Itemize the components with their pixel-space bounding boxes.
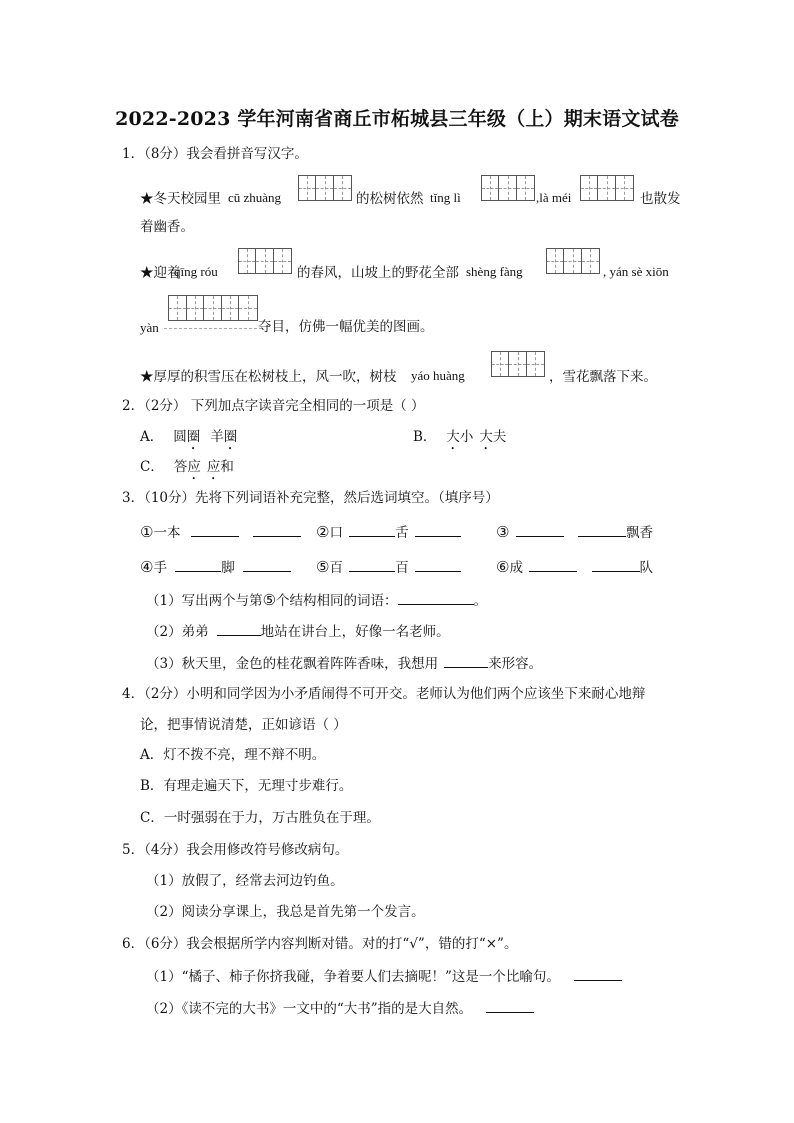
option-char-dotted: 大 [446,429,460,445]
blank-line[interactable] [592,557,640,572]
blank-line[interactable] [349,557,395,572]
q5-sentence-2: （2）阅读分享课上，我总是首先第一个发言。 [146,904,425,920]
item-text: 脚 [221,560,235,576]
q1-pinyin-1: cū zhuàng [228,190,282,205]
q1-line3-text: ★迎着 [140,265,181,281]
q1-line2-text: 着幽香。 [140,219,194,235]
q1-line4-text: 夺目，仿佛一幅优美的图画。 [258,319,434,335]
sub-text: （2）弟弟 [146,624,209,640]
blank-line[interactable] [349,522,395,537]
q1-heading: 1．（8分）我会看拼音写汉字。 [122,146,308,162]
item-number: ⑥ [496,558,510,576]
item-number: ④ [140,558,154,576]
q3-sub-1 [146,590,487,610]
q2-option-b[interactable] [413,428,506,453]
q1-pinyin-2: tǐng lì [430,190,461,205]
option-char: 答 [173,459,188,475]
item-number: ⑤ [262,591,277,609]
q4-option-c[interactable]: C．一时强弱在于力，万古胜负在于理。 [140,810,380,826]
q1-answer-grid-7[interactable] [491,351,545,377]
statement-text: （2）《读不完的大书》一文中的“大书”指的是大自然。 [146,1001,473,1017]
option-char-dotted: 圈 [223,429,238,445]
sub-text: 。 [473,593,488,609]
q1-pinyin-4: qīng róu [174,264,218,279]
q3-item-2 [316,522,461,542]
blank-line[interactable] [253,522,301,537]
item-text: 飘香 [626,525,654,541]
option-char: 羊 [210,429,224,445]
blank-line[interactable] [415,557,461,572]
q3-sub-3 [146,653,542,673]
exam-title: 2022-2023 学年河南省商丘市柘城县三年级（上）期末语文试卷 [115,108,679,130]
q2-option-a[interactable] [140,428,237,453]
sub-text: 来形容。 [488,656,543,672]
q3-item-6 [496,557,653,577]
q1-line1-text-b: 的松树依然 [356,191,424,207]
option-char-dotted: 圈 [186,429,201,445]
q4-heading-cont: 论，把事情说清楚，正如谚语（ ） [140,717,347,733]
item-number: ② [316,523,330,541]
option-label: C． [140,459,164,475]
answer-blank[interactable] [486,998,534,1013]
item-text: 成 [509,560,523,576]
sub-text: 地站在讲台上，好像一名老师。 [260,624,450,640]
option-char: 夫 [492,429,507,445]
blank-line[interactable] [415,522,461,537]
q1-answer-grid-3[interactable] [580,175,634,201]
q6-heading: 6．（6分）我会根据所学内容判断对错。对的打“√”，错的打“×”。 [122,936,518,952]
q2-option-c[interactable] [140,458,234,483]
q3-item-4 [140,557,291,577]
option-char: 和 [220,459,234,475]
q1-line3-text-b: 的春风，山坡上的野花全部 [297,265,459,281]
q6-statement-1 [146,966,622,986]
blank-line[interactable] [398,590,474,605]
option-char: 小 [459,429,474,445]
q1-pinyin-8: yáo huàng [411,368,465,383]
q1-line5-text: ★厚厚的积雪压在松树枝上，风一吹，树枝 [140,369,397,385]
blank-line[interactable] [444,653,488,668]
blank-line[interactable] [175,557,221,572]
item-text: 百 [395,560,409,576]
q1-pinyin-7: yàn [140,320,159,335]
item-number: ③ [496,523,510,541]
item-text: 队 [639,560,654,576]
q1-answer-grid-4[interactable] [238,248,292,274]
option-char-dotted: 大 [479,429,493,445]
option-label: B． [413,429,437,445]
blank-line[interactable] [578,522,626,537]
q3-sub-2 [146,621,450,641]
q1-pinyin-3: ,là méi [536,190,572,205]
item-number: ① [140,523,154,541]
answer-blank[interactable] [574,966,622,981]
q5-heading: 5．（4分）我会用修改符号修改病句。 [122,842,349,858]
blank-line[interactable] [516,522,564,537]
q3-heading: 3．（10分）先将下列词语补充完整，然后选词填空。（填序号） [122,490,499,506]
grid-guide-line [164,328,262,329]
q1-answer-grid-2[interactable] [481,175,535,201]
item-text: 手 [153,560,167,576]
sub-text: （1）写出两个与第 [146,593,263,609]
item-text: 口 [329,525,343,541]
q1-answer-grid-5[interactable] [546,248,600,274]
blank-line[interactable] [217,621,261,636]
q1-line1-text: ★冬天校园里 [140,191,221,207]
item-text: 舌 [395,525,409,541]
q3-item-5 [316,557,461,577]
item-text: 一本 [153,525,181,541]
option-char-dotted: 应 [206,459,221,475]
item-number: ⑤ [316,558,330,576]
q1-line5-text-b: ，雪花飘落下来。 [549,369,657,385]
blank-line[interactable] [529,557,577,572]
q3-item-3 [496,522,653,542]
q4-option-b[interactable]: B．有理走遍天下，无理寸步难行。 [140,778,353,794]
q1-pinyin-6: , yán sè xiōn [603,264,669,279]
option-char: 圆 [173,429,187,445]
blank-line[interactable] [191,522,239,537]
option-label: A． [140,429,164,445]
sub-text: （3）秋天里，金色的桂花飘着阵阵香味，我想用 [146,656,439,672]
blank-line[interactable] [243,557,291,572]
q1-line1-text-c: 也散发 [640,191,681,207]
q1-answer-grid-6[interactable] [168,295,258,321]
q6-statement-2 [146,998,534,1018]
q2-heading: 2．（2分） 下列加点字读音完全相同的一项是（ ） [122,398,425,414]
q1-pinyin-5: shèng fàng [466,264,523,279]
q4-heading: 4．（2分）小明和同学因为小矛盾闹得不可开交。老师认为他们两个应该坐下来耐心地辩 [122,686,646,702]
q3-item-1 [140,522,301,542]
statement-text: （1）“橘子、柿子你挤我碰，争着要人们去摘呢！”这是一个比喻句。 [146,969,560,985]
q1-answer-grid-1[interactable] [298,175,352,201]
q5-sentence-1: （1）放假了，经常去河边钓鱼。 [146,873,344,889]
option-char-dotted: 应 [187,459,201,475]
sub-text: 个结构相同的词语： [276,593,398,609]
q4-option-a[interactable]: A．灯不拨不亮，理不辩不明。 [140,747,326,763]
item-text: 百 [329,560,343,576]
